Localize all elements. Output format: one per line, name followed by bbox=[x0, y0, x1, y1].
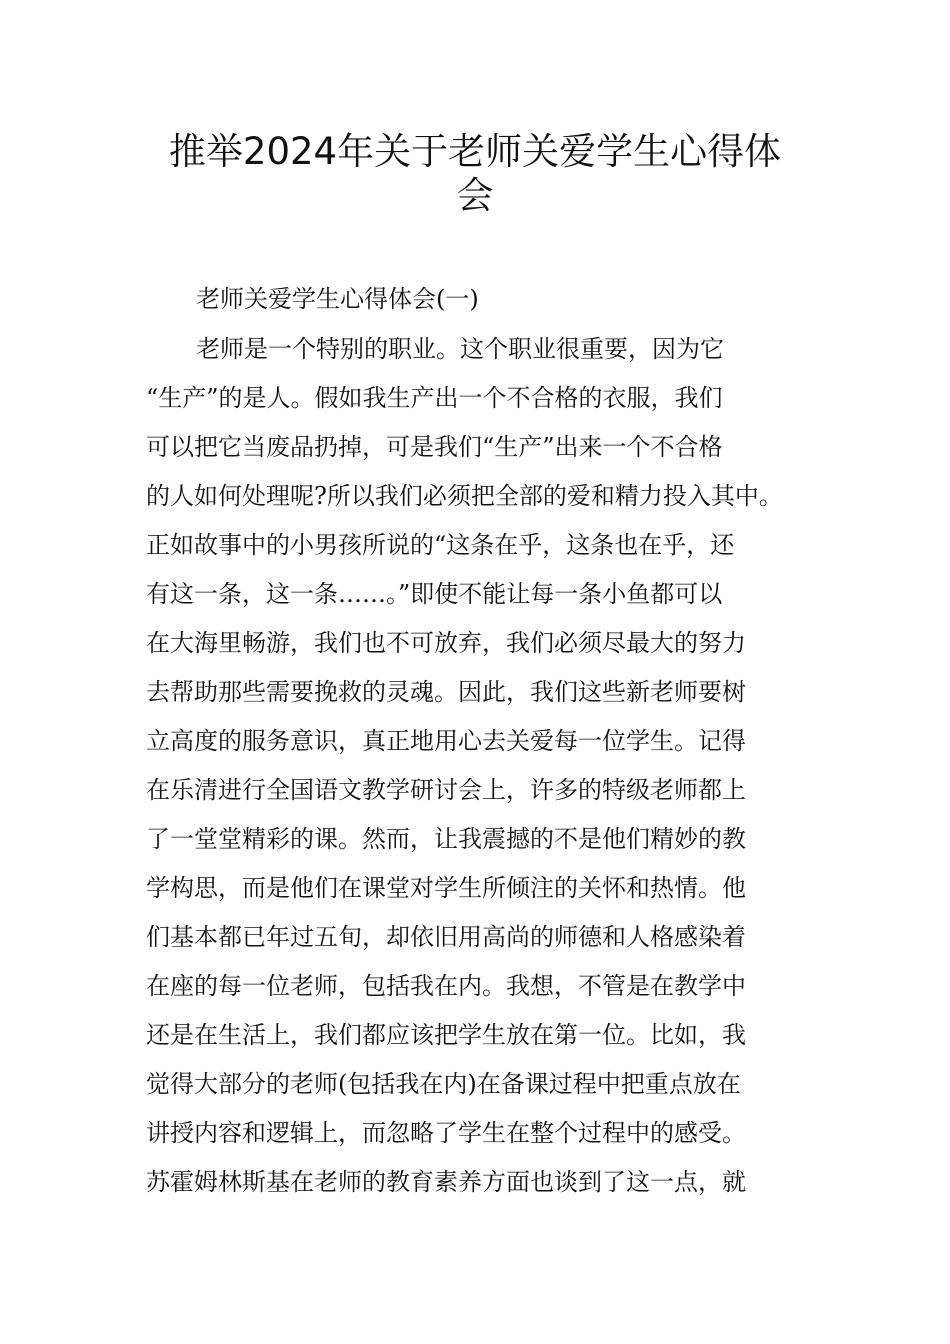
paragraph-line: 在乐清进行全国语文教学研讨会上，许多的特级老师都上 bbox=[146, 776, 746, 804]
title-line-1: 推举2024年关于老师关爱学生心得体 bbox=[168, 130, 782, 173]
paragraph-line: 立高度的服务意识，真正地用心去关爱每一位学生。记得 bbox=[146, 727, 746, 755]
paragraph-line: 学构思，而是他们在课堂对学生所倾注的关怀和热情。他 bbox=[146, 874, 746, 902]
title-line-2: 会 bbox=[456, 174, 494, 217]
paragraph-line: 老师是一个特别的职业。这个职业很重要，因为它 bbox=[196, 335, 724, 363]
paragraph-line: 可以把它当废品扔掉，可是我们“生产”出来一个不合格 bbox=[146, 433, 723, 461]
document-title bbox=[140, 130, 810, 218]
paragraph-line: 有这一条，这一条……。”即使不能让每一条小鱼都可以 bbox=[146, 580, 723, 608]
section-heading: 老师关爱学生心得体会(一) bbox=[196, 285, 479, 313]
body-paragraph bbox=[146, 325, 816, 1207]
paragraph-line: 们基本都已年过五旬，却依旧用高尚的师德和人格感染着 bbox=[146, 923, 746, 951]
paragraph-line: 的人如何处理呢?所以我们必须把全部的爱和精力投入其中。 bbox=[146, 482, 783, 510]
paragraph-line: 去帮助那些需要挽救的灵魂。因此，我们这些新老师要树 bbox=[146, 678, 746, 706]
paragraph-line: 讲授内容和逻辑上，而忽略了学生在整个过程中的感受。 bbox=[146, 1119, 746, 1147]
paragraph-line: 苏霍姆林斯基在老师的教育素养方面也谈到了这一点，就 bbox=[146, 1168, 746, 1196]
paragraph-line: 在座的每一位老师，包括我在内。我想，不管是在教学中 bbox=[146, 972, 746, 1000]
paragraph-line: “生产”的是人。假如我生产出一个不合格的衣服，我们 bbox=[146, 384, 723, 412]
paragraph-line: 在大海里畅游，我们也不可放弃，我们必须尽最大的努力 bbox=[146, 629, 746, 657]
paragraph-line: 觉得大部分的老师(包括我在内)在备课过程中把重点放在 bbox=[146, 1070, 741, 1098]
paragraph-line: 还是在生活上，我们都应该把学生放在第一位。比如，我 bbox=[146, 1021, 746, 1049]
paragraph-line: 正如故事中的小男孩所说的“这条在乎，这条也在乎，还 bbox=[146, 531, 735, 559]
paragraph-line: 了一堂堂精彩的课。然而，让我震撼的不是他们精妙的教 bbox=[146, 825, 746, 853]
